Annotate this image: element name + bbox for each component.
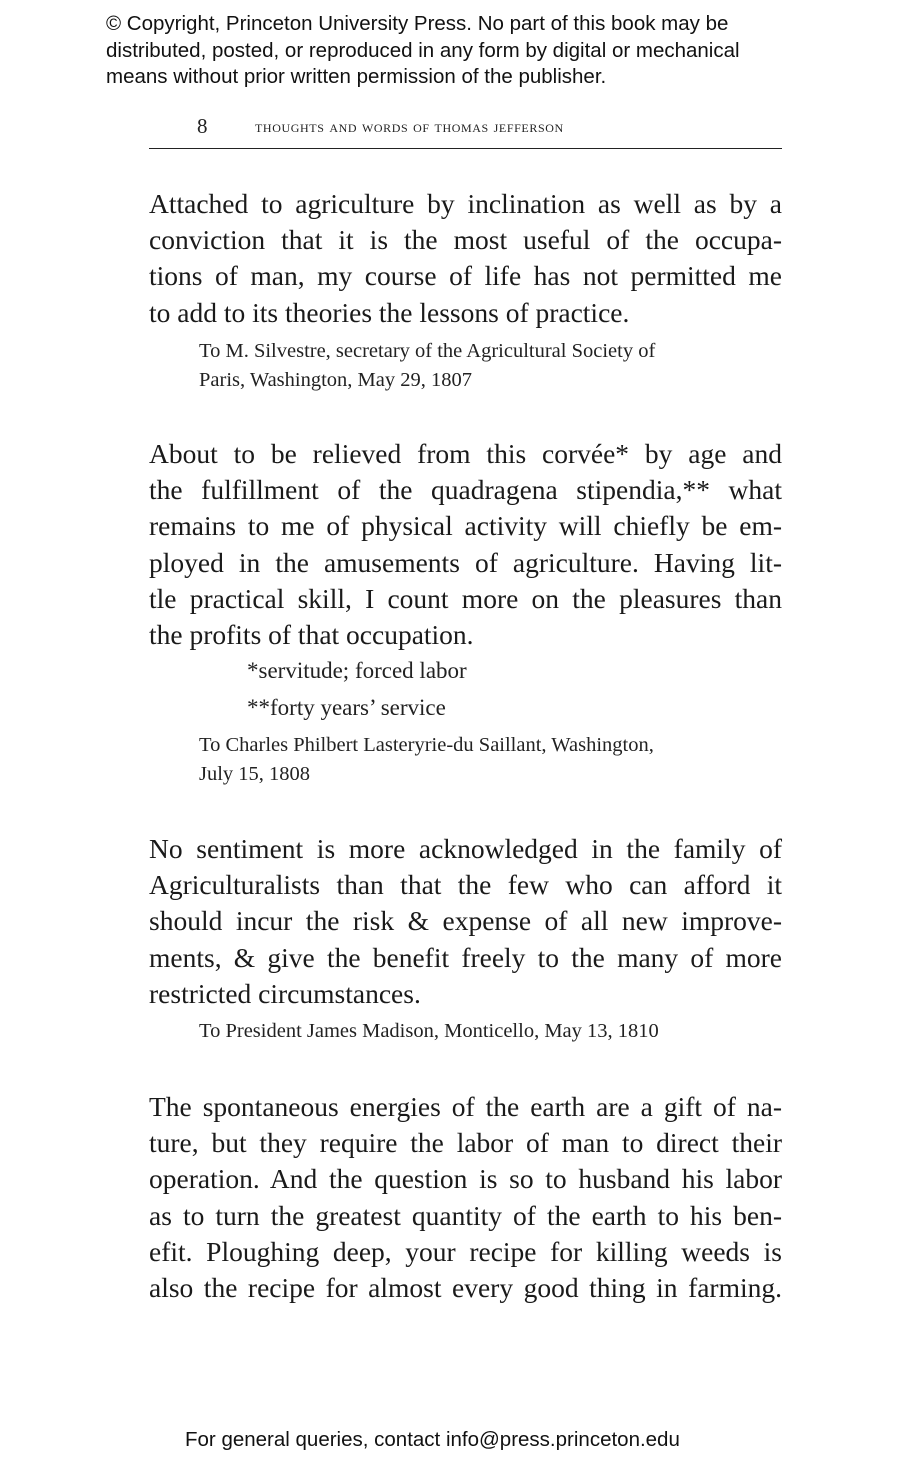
quote-line: the fulfillment of the quadragena stipendia,** what [149,474,782,506]
copyright-notice [106,11,826,91]
citation-line: To President James Madison, Monticello, May 13, 1810 [199,1020,659,1042]
quote-line: tle practical skill, I count more on the pleasures than [149,582,782,614]
quote-line: No sentiment is more acknowledged in the family of [149,833,782,864]
quote-line: to add to its theories the lessons of practice. [149,296,630,328]
quote-citation [199,1017,659,1046]
copyright-line: © Copyright, Princeton University Press. No part of this book may be [106,12,729,35]
quote-line: also the recipe for almost every good thing in farming. [149,1272,782,1304]
quote-line: ments, & give the benefit freely to the many of more [149,941,782,973]
copyright-line: means without prior written permission of the publisher. [106,65,607,88]
quote-line: efit. Ploughing deep, your recipe for killing weeds is [149,1235,782,1267]
quote-line: should incur the risk & expense of all new improve- [149,905,782,937]
quote-line: conviction that it is the most useful of the occupa- [149,224,782,256]
quote-line: the profits of that occupation. [149,619,474,651]
copyright-line: distributed, posted, or reproduced in any form by digital or mechanical [106,38,740,62]
citation-line: July 15, 1808 [199,762,311,785]
quote-line: operation. And the question is so to husband his labor [149,1163,782,1195]
quote-paragraph [149,436,789,653]
quote-line: About to be relieved from this corvée* by age and [149,438,782,469]
quote-citation [199,337,655,394]
quote-line: as to turn the greatest quantity of the earth to his ben- [149,1199,782,1231]
quote-line: Agriculturalists than that the few who can afford it [149,869,782,901]
book-title: thoughts and words of thomas jefferson [255,117,564,136]
citation-line: Paris, Washington, May 29, 1807 [199,368,473,391]
page-number: 8 [197,114,208,138]
quote-line: The spontaneous energies of the earth are a gift of na- [149,1091,782,1122]
quote-line: ture, but they require the labor of man to direct their [149,1127,782,1159]
citation-line: To Charles Philbert Lasteryrie-du Saillant, Washington, [199,734,654,756]
citation-line: To M. Silvestre, secretary of the Agricultural Society of [199,340,656,362]
quote-line: remains to me of physical activity will chiefly be em- [149,510,782,542]
quote-line: Attached to agriculture by inclination as well as by a [149,188,782,219]
quote-paragraph [149,831,789,1012]
quote-citation [199,731,654,788]
quote-line: ployed in the amusements of agriculture. Having lit- [149,546,782,578]
footer-contact: For general queries, contact info@press.princeton.edu [185,1428,680,1451]
footnote: **forty years’ service [247,695,446,720]
running-head [149,112,782,149]
quote-paragraph [149,186,789,331]
quote-line: tions of man, my course of life has not permitted me [149,260,782,292]
quote-paragraph [149,1089,789,1306]
quote-line: restricted circumstances. [149,977,421,1009]
footnote: *servitude; forced labor [247,658,467,683]
